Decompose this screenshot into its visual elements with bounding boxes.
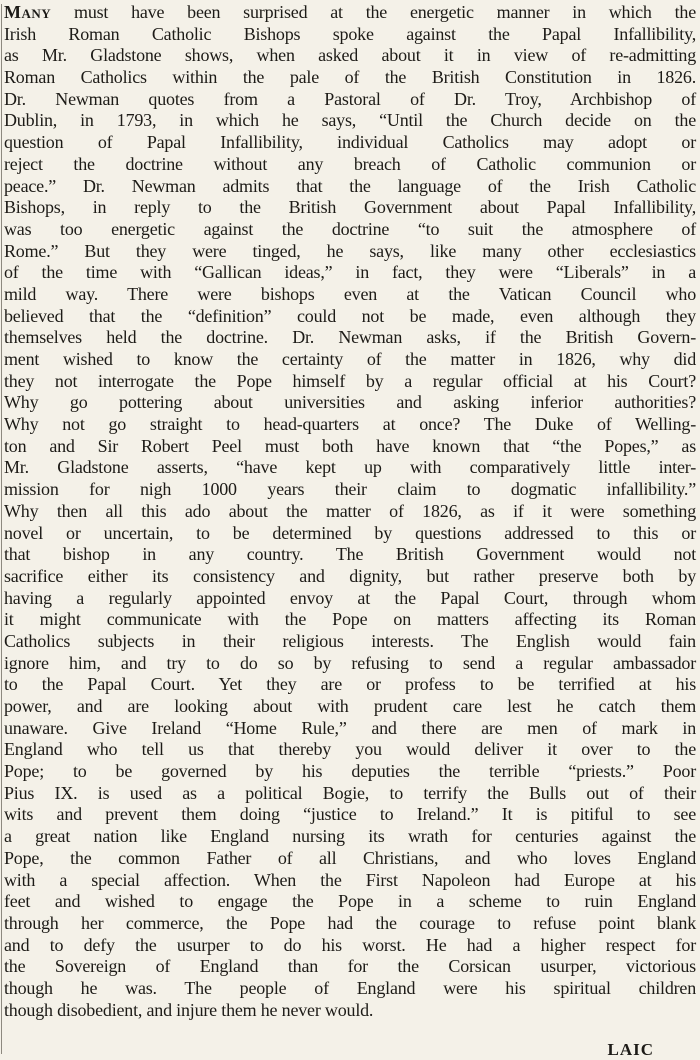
text-line: ton and Sir Robert Peel must both have known that “the Popes,” as [4,435,696,456]
text-line: ment wished to know the certainty of the matter in 1826, why did [4,349,696,369]
text-line: themselves held the doctrine. Dr. Newman asks, if the British Govern- [4,327,696,348]
text-line [4,2,696,24]
text-line: and to defy the usurper to do his worst. He had a higher respect for [4,934,696,955]
text-line: the Sovereign of England than for the Corsican usurper, victorious [4,956,696,977]
text-line: novel or uncertain, to be determined by questions addressed to this or [4,522,696,543]
text-line: Pope; to be governed by his deputies the terrible “priests.” Poor [4,761,696,782]
signoff-signature: LAIC [607,1040,654,1059]
text-line: sacrifice either its consistency and dignity, but rather preserve both by [4,565,696,586]
text-line: England who tell us that thereby you would deliver it over to the [4,739,696,760]
text-line: with a special affection. When the First Napoleon had Europe at his [4,869,696,890]
text-line: Roman Catholics within the pale of the British Constitution in 1826. [4,67,696,88]
text-line: having a regularly appointed envoy at the Papal Court, through whom [4,587,696,608]
text-line: Irish Roman Catholic Bishops spoke against the Papal Infallibility, [4,23,696,44]
text-line-content: must have been surprised at the energetic manner in which the [51,2,696,22]
text-line: Rome.” But they were tinged, he says, like many other ecclesiastics [4,240,696,261]
lead-word: Many [4,2,52,22]
text-line: it might communicate with the Pope on matters affecting its Roman [4,609,696,630]
text-line: question of Papal Infallibility, individual Catholics may adopt or [4,132,696,153]
text-line: Dublin, in 1793, in which he says, “Until the Church decide on the [4,110,696,131]
text-line: reject the doctrine without any breach of Catholic communion or [4,153,696,174]
text-line: a great nation like England nursing its wrath for centuries against the [4,826,696,847]
text-line: believed that the “definition” could not be made, even although they [4,305,696,326]
text-line: power, and are looking about with prudent care lest he catch them [4,696,696,716]
text-line: Dr. Newman quotes from a Pastoral of Dr. Troy, Archbishop of [4,88,696,109]
text-line: feet and wished to engage the Pope in a scheme to ruin England [4,891,696,912]
text-line: mild way. There were bishops even at the Vatican Council who [4,283,696,304]
column-rule [1,4,2,1054]
text-line: ignore him, and try to do so by refusing to send a regular ambassador [4,652,696,673]
text-line: Why not go straight to head-quarters at once? The Duke of Welling- [4,414,696,435]
text-line: they not interrogate the Pope himself by a regular official at his Court? [4,370,696,391]
text-line: peace.” Dr. Newman admits that the language of the Irish Catholic [4,175,696,196]
text-line: that bishop in any country. The British Government would not [4,544,696,565]
text-line: Pope, the common Father of all Christians, and who loves England [4,847,696,868]
text-line: Catholics subjects in their religious interests. The English would fain [4,630,696,651]
text-line: was too energetic against the doctrine “to suit the atmosphere of [4,218,696,239]
text-line: through her commerce, the Pope had the courage to refuse point blank [4,912,696,933]
text-line: Pius IX. is used as a political Bogie, to terrify the Bulls out of their [4,782,696,803]
text-line: Mr. Gladstone asserts, “have kept up with comparatively little inter- [4,457,696,478]
text-line: to the Papal Court. Yet they are or profess to be terrified at his [4,674,696,695]
article-column [4,2,696,1021]
text-line: as Mr. Gladstone shows, when asked about it in view of re-admitting [4,45,696,66]
text-line: though he was. The people of England were his spiritual children [4,977,696,998]
text-line: Bishops, in reply to the British Government about Papal Infallibility, [4,197,696,218]
text-line: though disobedient, and injure them he never would. [4,999,374,1020]
text-line: of the time with “Gallican ideas,” in fact, they were “Liberals” in a [4,262,696,283]
text-line: wits and prevent them doing “justice to Ireland.” It is pitiful to see [4,804,696,825]
text-line: unaware. Give Ireland “Home Rule,” and there are men of mark in [4,717,696,738]
text-line: Why then all this ado about the matter of 1826, as if it were something [4,500,696,521]
text-line: mission for nigh 1000 years their claim to dogmatic infallibility.” [4,479,696,500]
text-line: Why go pottering about universities and asking inferior authorities? [4,392,696,413]
